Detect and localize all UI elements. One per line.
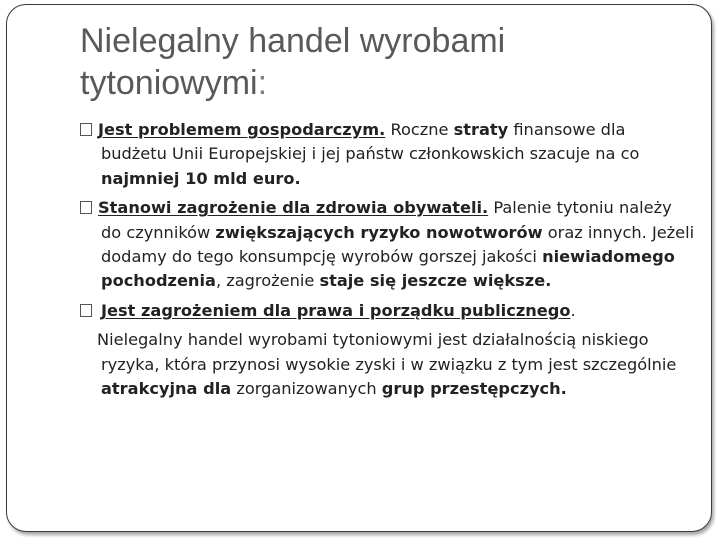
- bullet-1-bold-2: najmniej 10 mld euro.: [101, 168, 301, 188]
- explanation-paragraph: [80, 328, 695, 401]
- square-bullet-icon: [80, 201, 92, 214]
- bullet-economic-problem: [80, 118, 695, 191]
- bullet-2-text-3: , zagrożenie: [215, 271, 320, 291]
- paragraph-text-1: Nielegalny handel wyrobami tytoniowymi jest działalnością niskiego ryzyka, która przynosi wysokie zyski i w związku z tym jest szczególnie: [97, 330, 677, 374]
- slide-title: [80, 20, 680, 104]
- bullet-law-threat: [80, 299, 695, 323]
- bullet-3-lead: Jest zagrożeniem dla prawa i porządku publicznego: [101, 300, 571, 320]
- bullet-2-bold-3: staje się jeszcze większe.: [319, 271, 552, 291]
- bullet-2-text-1: Palenie tytoniu należy do czynników: [101, 198, 672, 242]
- slide-content: [80, 118, 695, 406]
- paragraph-bold-1: atrakcyjna dla: [101, 379, 232, 399]
- paragraph-text-2: zorganizowanych: [231, 379, 382, 399]
- bullet-2-text-2: oraz innych. Jeżeli dodamy do tego konsumpcję wyrobów gorszej jakości: [101, 222, 695, 267]
- bullet-2-lead: Stanowi zagrożenie dla zdrowia obywateli.: [98, 198, 489, 218]
- bullet-2-bold-2: niewiadomego pochodzenia: [101, 247, 675, 291]
- bullet-1-text-2: finansowe dla budżetu Unii Europejskiej i jej państw członkowskich szacuje na co: [101, 120, 640, 164]
- slide-title-text: Nielegalny handel wyrobami tytoniowymi: [80, 22, 506, 102]
- square-bullet-icon: [80, 304, 92, 317]
- bullet-1-text-1: Roczne: [385, 120, 454, 139]
- bullet-2-bold-1: zwiększających ryzyko nowotworów: [215, 222, 543, 242]
- square-bullet-icon: [80, 123, 92, 136]
- bullet-1-lead: Jest problemem gospodarczym.: [98, 120, 386, 139]
- paragraph-bold-2: grup przestępczych.: [381, 379, 567, 399]
- bullet-health-threat: [80, 196, 695, 294]
- bullet-3-tail: .: [570, 300, 576, 320]
- bullet-1-bold-1: straty: [453, 120, 509, 139]
- slide-title-colon: :: [257, 64, 268, 102]
